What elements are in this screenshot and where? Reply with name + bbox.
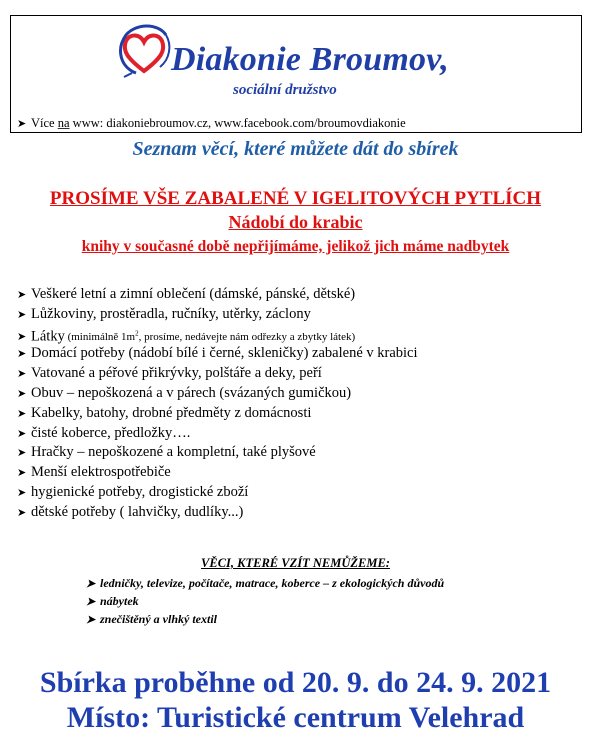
diakonie-heart-logo-icon (114, 23, 174, 79)
arrowhead-bullet-icon: ➤ (17, 486, 27, 499)
list-item: ➤ znečištěný a vlhký textil (86, 610, 444, 628)
arrowhead-bullet-icon: ➤ (17, 427, 27, 440)
arrowhead-bullet-icon: ➤ (17, 447, 27, 460)
notice-books: knihy v současné době nepřijímáme, jelikož jich máme nadbytek (81, 238, 510, 255)
list-item: ➤ Kabelky, batohy, drobné předměty z domácnosti (17, 404, 418, 424)
list-item: ➤ nábytek (86, 592, 444, 610)
collection-place: Místo: Turistické centrum Velehrad (66, 701, 525, 734)
list-title: Seznam věcí, které můžete dát do sbírek (132, 138, 459, 160)
list-item: ➤ dětské potřeby ( lahvičky, dudlíky...) (17, 503, 418, 523)
list-item: ➤ hygienické potřeby, drogistické zboží (17, 483, 418, 503)
arrowhead-bullet-icon: ➤ (17, 289, 27, 301)
arrowhead-bullet-icon: ➤ (17, 308, 27, 321)
arrowhead-bullet-icon: ➤ (86, 578, 96, 590)
not-accepted-title: VĚCI, KTERÉ VZÍT NEMŮŽEME: (201, 556, 390, 570)
organization-subtitle: sociální družstvo (233, 82, 337, 98)
arrowhead-bullet-icon: ➤ (17, 368, 27, 381)
notice-bags: PROSÍME VŠE ZABALENÉ V IGELITOVÝCH PYTLÍCH (49, 188, 542, 209)
list-item: ➤ Látky (minimálně $1m^2$, prosíme, nedávejte nám odřezky a zbytky látek) (17, 325, 418, 345)
list-item: ➤ čisté koberce, předložky…. (17, 424, 418, 444)
list-item: ➤ Veškeré letní a zimní oblečení (dámské, pánské, dětské) (17, 285, 418, 305)
web-prefix: Více (31, 116, 55, 130)
arrowhead-bullet-icon: ➤ (17, 331, 27, 344)
list-item: ➤ Vatované a péřové přikrývky, polštáře a deky, peří (17, 364, 418, 384)
list-item: ➤ Hračky – nepoškozené a kompletní, také plyšové (17, 443, 418, 463)
list-item: ➤ Domácí potřeby (nádobí bílé i černé, skleničky) zabalené v krabici (17, 344, 418, 364)
arrowhead-bullet-icon: ➤ (17, 118, 27, 130)
arrowhead-bullet-icon: ➤ (17, 348, 27, 361)
web-na: na (57, 116, 70, 130)
accepted-items-list (17, 285, 418, 523)
web-links-line (17, 116, 406, 131)
arrowhead-bullet-icon: ➤ (17, 467, 27, 480)
list-item: ➤ Menší elektrospotřebiče (17, 463, 418, 483)
web-links[interactable]: www: diakoniebroumov.cz, www.facebook.com/broumovdiakonie (69, 116, 406, 130)
arrowhead-bullet-icon: ➤ (86, 614, 96, 626)
organization-name: Diakonie Broumov, (171, 41, 449, 78)
notice-dishes: Nádobí do krabic (228, 212, 363, 232)
list-item: ➤ Lůžkoviny, prostěradla, ručníky, utěrky, záclony (17, 305, 418, 325)
arrowhead-bullet-icon: ➤ (17, 506, 27, 519)
arrowhead-bullet-icon: ➤ (17, 407, 27, 420)
list-item: ➤ ledničky, televize, počítače, matrace, koberce – z ekologických důvodů (86, 574, 444, 592)
latky-note: (minimálně $1m^2$, prosíme, nedávejte nám odřezky a zbytky látek) (64, 329, 356, 344)
collection-dates: Sbírka proběhne od 20. 9. do 24. 9. 2021 (39, 666, 552, 699)
not-accepted-list (86, 574, 444, 628)
arrowhead-bullet-icon: ➤ (17, 387, 27, 400)
header-box (10, 15, 582, 133)
arrowhead-bullet-icon: ➤ (86, 596, 96, 608)
list-item: ➤ Obuv – nepoškozená a v párech (svázaných gumičkou) (17, 384, 418, 404)
